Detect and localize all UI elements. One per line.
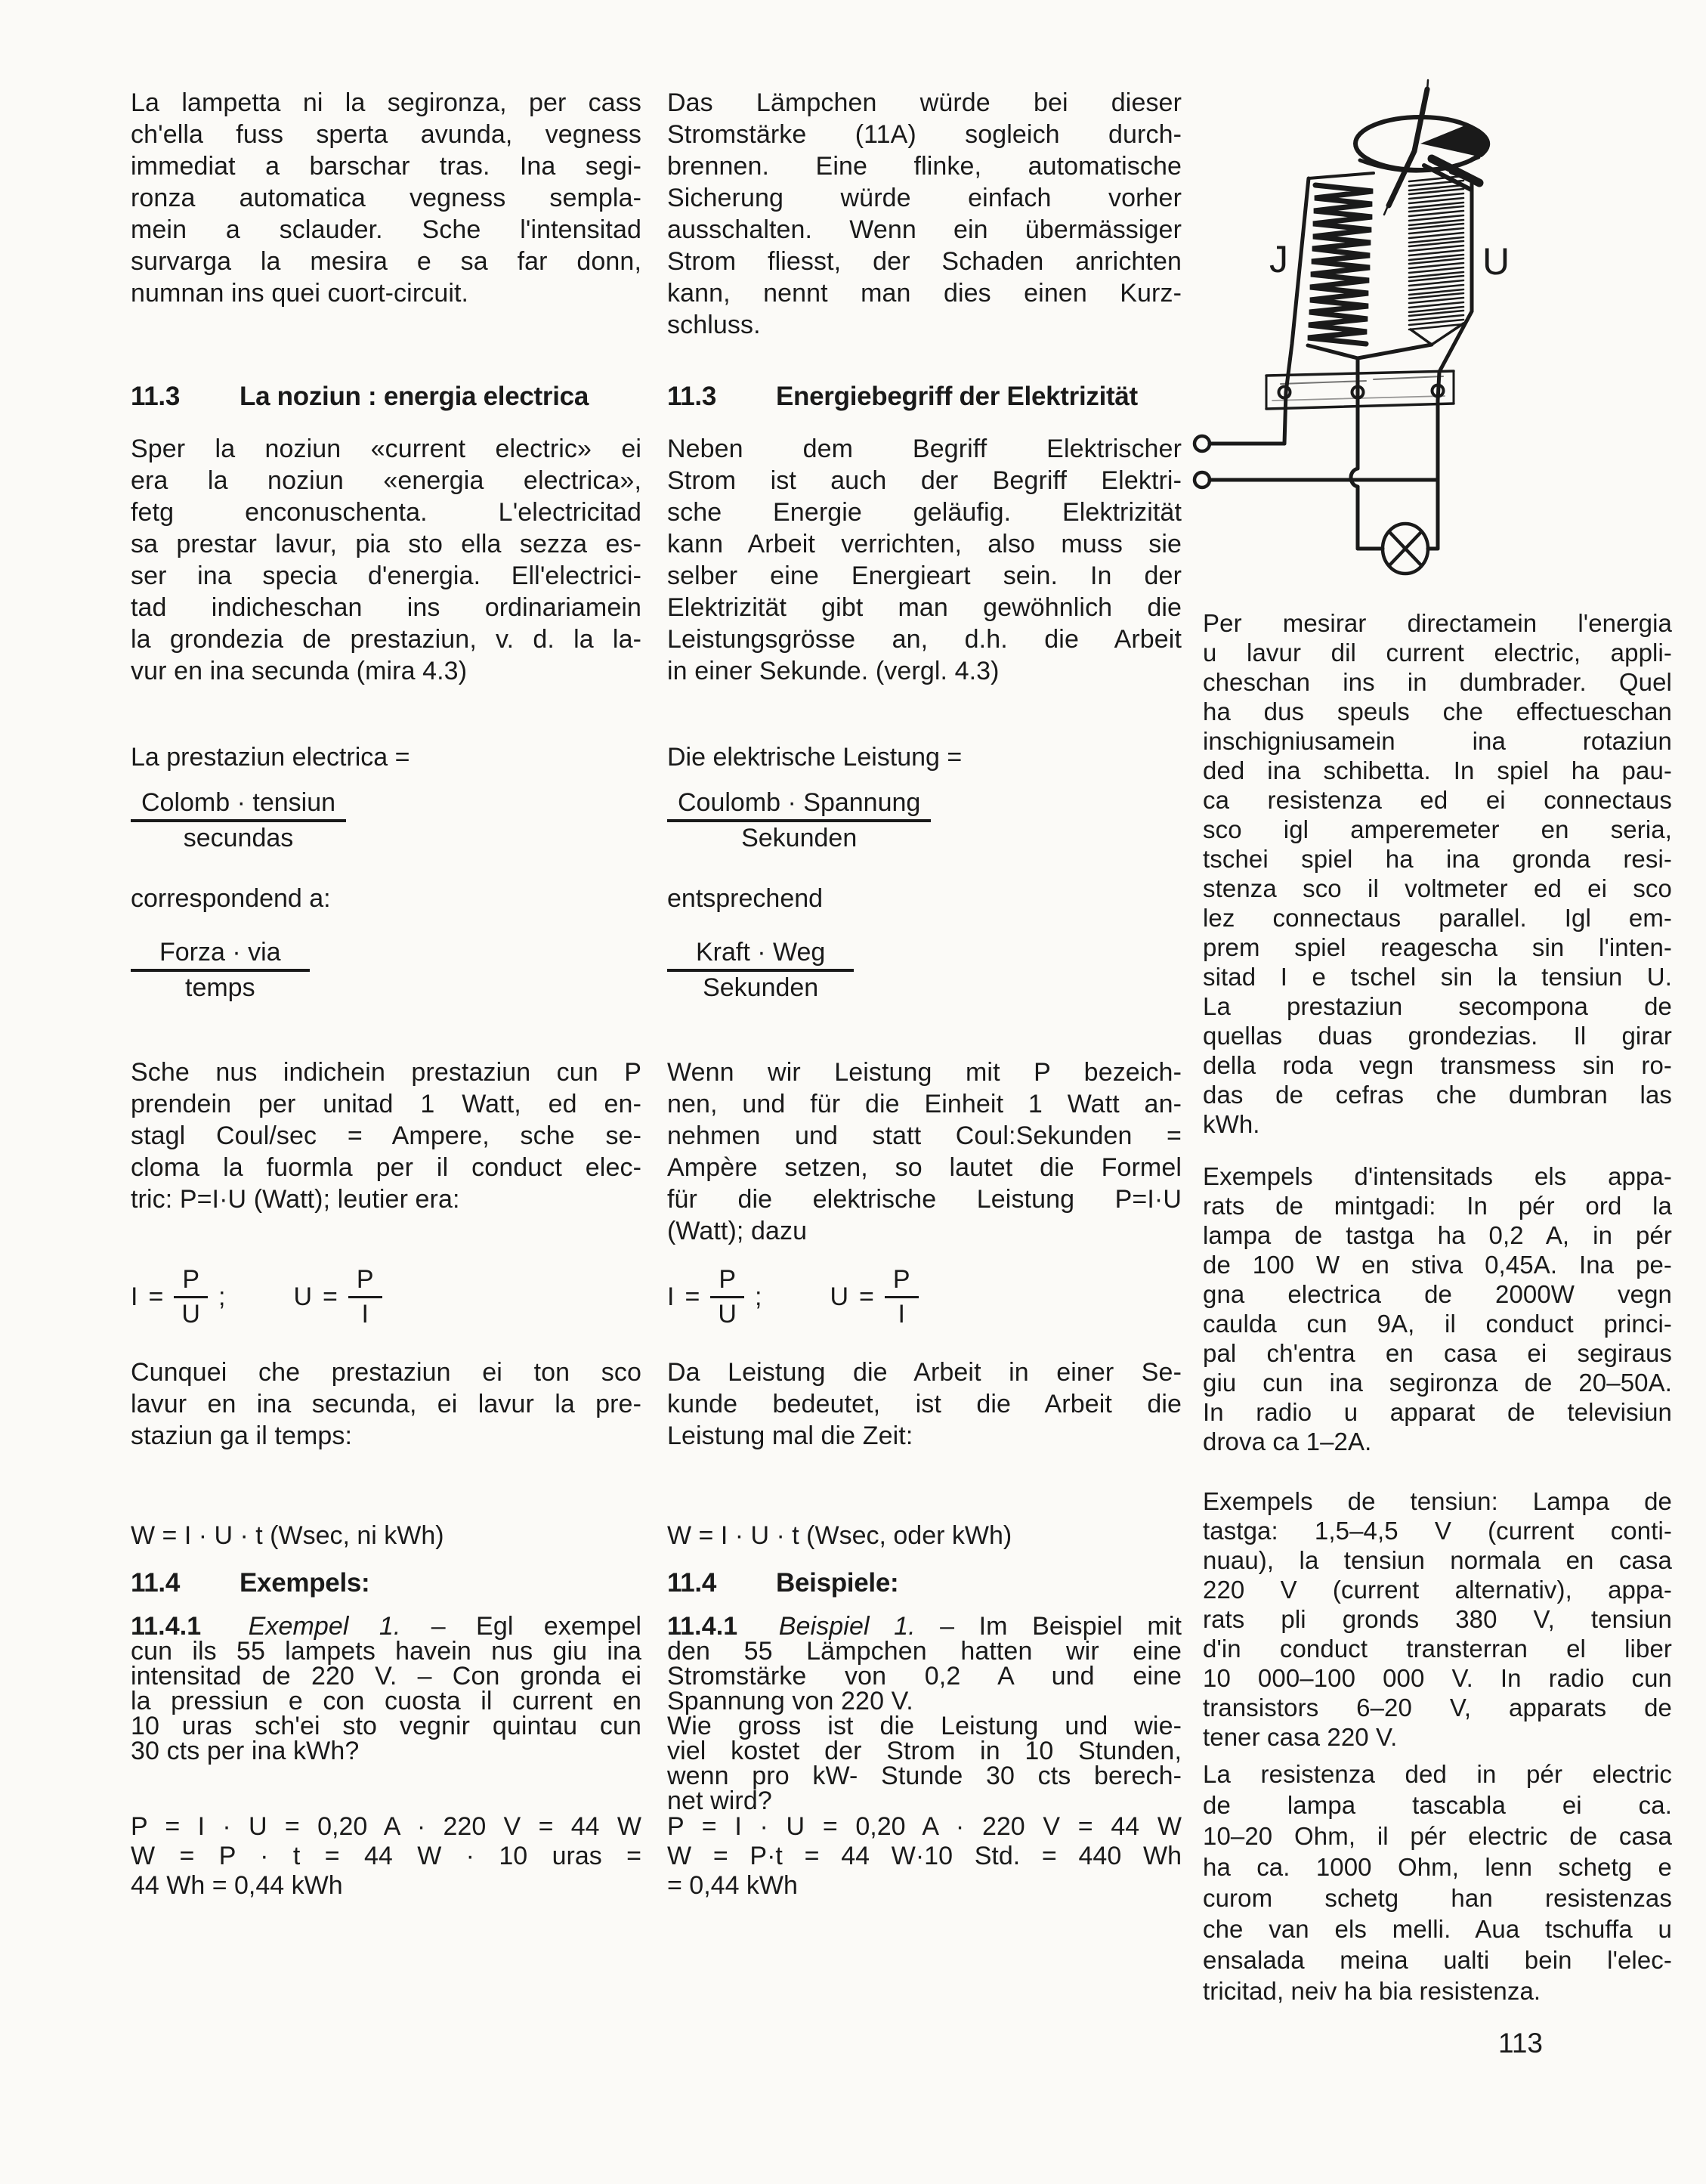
section-title: Beispiele: (776, 1568, 899, 1598)
text-line: wenn pro kW- Stunde 30 cts berech- (667, 1762, 1182, 1790)
middle-heading-11-3 (667, 382, 1182, 412)
text-line: sitad I e tschel sin la tensiun U. (1203, 963, 1672, 991)
middle-formula-lead: Die elektrische Leistung = (667, 743, 963, 772)
middle-connector: entsprechend (667, 884, 824, 913)
left-work-formula: W = I · U · t (Wsec, ni kWh) (131, 1521, 444, 1550)
fraction (667, 936, 854, 1004)
text-line: de 100 W en stiva 0,45A. Ina pe- (1203, 1251, 1672, 1279)
text-line: gna electrica de 2000W vegn (1203, 1280, 1672, 1308)
text-line: vur en ina secunda (mira 4.3) (131, 657, 468, 685)
fraction (667, 786, 931, 855)
text-line: ha ca. 1000 Ohm, lenn schetg e (1203, 1853, 1672, 1881)
middle-column-paragraph-2 (667, 433, 1182, 687)
text-line: Da Leistung die Arbeit in einer Se- (667, 1358, 1182, 1387)
section-number: 11.3 (667, 382, 716, 411)
text-line: kWh. (1203, 1110, 1260, 1138)
fraction-numerator: Kraft · Weg (667, 938, 854, 972)
text-line: Cunquei che prestaziun ei ton sco (131, 1358, 641, 1387)
middle-column-paragraph-3 (667, 1056, 1182, 1247)
middle-iu-formula (667, 1266, 1182, 1329)
middle-column-paragraph-4 (667, 1356, 1182, 1452)
text-line: tricitad, neiv ha bia resistenza. (1203, 1977, 1541, 2005)
left-formula-lead: La prestaziun electrica = (131, 743, 410, 772)
text-line: caulda cun 9A, il conduct princi- (1203, 1310, 1672, 1338)
text-line: in einer Sekunde. (vergl. 4.3) (667, 657, 1000, 685)
fraction (131, 936, 310, 1004)
semicolon: ; (755, 1282, 762, 1311)
fraction (131, 786, 346, 855)
text-line: 10–20 Ohm, il pér electric de casa (1203, 1822, 1672, 1850)
section-number: 11.3 (131, 382, 180, 411)
text-line: Exempels de tensiun: Lampa de (1203, 1487, 1672, 1515)
text-line: che van els melli. Aua tschuffa u (1203, 1915, 1672, 1943)
text-line: staziun ga il temps: (131, 1421, 353, 1450)
text-line: 44 Wh = 0,44 kWh (131, 1871, 343, 1900)
text-line: nen, und für die Einheit 1 Watt an- (667, 1090, 1182, 1118)
text-line: immediat a barschar tras. Ina segi- (131, 152, 641, 181)
energy-meter-diagram (1179, 45, 1706, 589)
text-line: = 0,44 kWh (667, 1871, 798, 1900)
text-line: pal ch'entra en casa ei segiraus (1203, 1339, 1672, 1367)
text-line: Sche nus indichein prestaziun cun P (131, 1058, 641, 1087)
text-line: La lampetta ni la segironza, per cass (131, 88, 641, 117)
voltage-coil (1358, 172, 1472, 401)
equals-sign: = (859, 1282, 874, 1311)
fraction-numerator: Forza · via (131, 938, 310, 972)
text-line: Strom fliesst, der Schaden anrichten (667, 247, 1182, 276)
text-line: schluss. (667, 311, 761, 339)
text-line: In radio u apparat de televisiun (1203, 1398, 1672, 1426)
formula-var: I (667, 1282, 675, 1311)
text-line: Wenn wir Leistung mit P bezeich- (667, 1058, 1182, 1087)
formula-var: I (131, 1282, 138, 1311)
text-line: Neben dem Begriff Elektrischer (667, 435, 1182, 463)
example-body (667, 1639, 1182, 1814)
small-fraction: $\frac{P}{I}$ (885, 1266, 919, 1329)
small-fraction: $\frac{P}{U}$ (174, 1266, 208, 1329)
text-line: 220 V (current alternativ), appa- (1203, 1576, 1672, 1604)
small-fraction: $\frac{P}{U}$ (710, 1266, 744, 1329)
text-line: era la noziun «energia electrica», (131, 466, 641, 495)
text-line: tric: P=I·U (Watt); leutier era: (131, 1185, 460, 1214)
text-line: Stromstärke (11A) sogleich durch- (667, 120, 1182, 149)
text-line: P = I · U = 0,20 A · 220 V = 44 W (131, 1812, 641, 1841)
text-line: kann Arbeit verrichten, also muss sie (667, 530, 1182, 558)
text-line: cun ils 55 lampets havein nus giu ina (131, 1637, 641, 1666)
example-first-line (667, 1614, 1182, 1639)
text-line: ensalada meina ualti bein l'elec- (1203, 1946, 1672, 1974)
text-line: drova ca 1–2A. (1203, 1428, 1372, 1455)
formula-var: U (293, 1282, 313, 1311)
left-example-paragraph (131, 1614, 641, 1764)
text-line: W = P·t = 44 W·10 Std. = 440 Wh (667, 1842, 1182, 1870)
text-line: tad indicheschan ins ordinariamein (131, 593, 641, 622)
section-number: 11.4 (667, 1568, 716, 1598)
text-line: 30 cts per ina kWh? (131, 1737, 360, 1765)
text-line: la grondezia de prestaziun, v. d. la la- (131, 625, 641, 654)
diagram-label-voltage: U (1482, 240, 1510, 283)
text-line: den 55 Lämpchen hatten wir eine (667, 1637, 1182, 1666)
input-terminal-icon (1195, 436, 1210, 451)
right-column-paragraph-4 (1203, 1759, 1672, 2006)
text-line: kann, nennt man dies einen Kurz- (667, 279, 1182, 308)
text-line: cloma la fuormla per il conduct elec- (131, 1153, 641, 1182)
text-line: la pressiun e con cuosta il current en (131, 1687, 641, 1715)
middle-fraction-1 (667, 786, 1182, 855)
left-heading-11-3 (131, 382, 641, 412)
text-line: sco igl amperemeter en seria, (1203, 815, 1672, 843)
middle-work-formula: W = I · U · t (Wsec, oder kWh) (667, 1521, 1012, 1550)
formula-var: U (830, 1282, 849, 1311)
fraction-numerator: Colomb · tensiun (131, 788, 346, 822)
fraction-numerator: Coulomb · Spannung (667, 788, 931, 822)
text-line: quellas duas grondezias. Il girar (1203, 1022, 1672, 1050)
left-column-paragraph-2 (131, 433, 641, 687)
circuit-wiring (1210, 358, 1438, 549)
text-line: prendein per unitad 1 Watt, ed en- (131, 1090, 641, 1118)
meter-circuit-diagram-svg (1179, 45, 1706, 589)
terminals (1195, 385, 1444, 488)
text-line: ded ina schibetta. In spiel ha pau- (1203, 756, 1672, 784)
text-line: Exempels d'intensitads els appa- (1203, 1162, 1672, 1190)
left-column-paragraph-1 (131, 87, 641, 309)
spindle-needle-icon (1384, 80, 1428, 215)
text-line: ronza automatica vegness sempla- (131, 184, 641, 212)
text-line: rats de mintgadi: In pér ord la (1203, 1192, 1672, 1220)
text-line: ch'ella fuss sperta avunda, vegness (131, 120, 641, 149)
text-line: della roda vegn transmess sin ro- (1203, 1051, 1672, 1079)
left-fraction-1 (131, 786, 641, 855)
example-number: 11.4.1 (131, 1612, 202, 1641)
right-column-paragraph-2 (1203, 1162, 1672, 1456)
text-line: lampa de tastga ha 0,2 A, in pér (1203, 1221, 1672, 1249)
left-iu-formula (131, 1266, 641, 1329)
text-line: brennen. Eine flinke, automatische (667, 152, 1182, 181)
example-title: Beispiel 1. (778, 1612, 916, 1641)
left-calculation (131, 1812, 641, 1901)
text-line: stenza sco il voltmeter ed ei sco (1203, 874, 1672, 902)
text-line: kunde bedeutet, ist die Arbeit die (667, 1390, 1182, 1418)
text-line: intensitad de 220 V. – Con gronda ei (131, 1662, 641, 1691)
text-line: fetg enconuschenta. L'electricitad (131, 498, 641, 527)
example-first-line (131, 1614, 641, 1639)
text-line: Wie gross ist die Leistung und wie- (667, 1712, 1182, 1740)
example-number: 11.4.1 (667, 1612, 738, 1641)
text-line: de lampa tascabla ei ca. (1203, 1791, 1672, 1819)
text-line: inschigniusamein ina rotaziun (1203, 727, 1672, 755)
small-fraction: $\frac{P}{I}$ (348, 1266, 382, 1329)
text-line: ha dus speuls che effectueschan (1203, 698, 1672, 725)
text-line: Das Lämpchen würde bei dieser (667, 88, 1182, 117)
text-line: Strom ist auch der Begriff Elektri- (667, 466, 1182, 495)
equals-sign: = (685, 1282, 700, 1311)
middle-example-paragraph (667, 1614, 1182, 1814)
text-line: nuau), la tensiun normala en casa (1203, 1546, 1672, 1574)
section-title: La noziun : energia electrica (240, 382, 589, 411)
text-line: selber eine Energieart sein. In der (667, 561, 1182, 590)
text-line: Stromstärke von 0,2 A und eine (667, 1662, 1182, 1691)
text-line: tschei spiel ha ina gronda resi- (1203, 845, 1672, 873)
text-line: numnan ins quei cuort-circuit. (131, 279, 469, 308)
text-line: u lavur dil current electric, appli- (1203, 639, 1672, 667)
text-line: tener casa 220 V. (1203, 1723, 1398, 1751)
text-line: lavur en ina secunda, ei lavur la pre- (131, 1390, 641, 1418)
left-column-paragraph-3 (131, 1056, 641, 1215)
example-title: Exempel 1. (248, 1612, 401, 1641)
section-title: Exempels: (240, 1568, 370, 1598)
middle-calculation (667, 1812, 1182, 1901)
text-line: d'in conduct transterran el liber (1203, 1635, 1672, 1663)
text-line: ser ina specia d'energia. Ell'electrici- (131, 561, 641, 590)
right-column-paragraph-3 (1203, 1486, 1672, 1752)
text-line: Sper la noziun «current electric» ei (131, 435, 641, 463)
text-line: 10 000–100 000 V. In radio cun (1203, 1664, 1672, 1692)
text-line: curom schetg han resistenzas (1203, 1884, 1672, 1912)
mounting-board (1266, 371, 1454, 409)
text-line: (Watt); dazu (667, 1217, 808, 1245)
text-line: rats pli gronds 380 V, tensiun (1203, 1605, 1672, 1633)
right-column-paragraph-1 (1203, 608, 1672, 1139)
text-line: sche Energie geläufig. Elektrizität (667, 498, 1182, 527)
text-line: das de cefras che dumbran las (1203, 1081, 1672, 1109)
diagram-label-current: J (1269, 238, 1288, 280)
text-line: Leistung mal die Zeit: (667, 1421, 913, 1450)
text-line: Spannung von 220 V. (667, 1687, 913, 1715)
equals-sign: = (323, 1282, 338, 1311)
text-line: survarga la mesira e sa far donn, (131, 247, 641, 276)
text-line: Elektrizität gibt man gewöhnlich die (667, 593, 1182, 622)
text-line: Per mesirar directamein l'energia (1203, 609, 1672, 637)
text-line: stagl Coul/sec = Ampere, sche se- (131, 1121, 641, 1150)
text-line: W = P · t = 44 W · 10 uras = (131, 1842, 641, 1870)
text-line: Leistungsgrösse an, d.h. die Arbeit (667, 625, 1182, 654)
text-line: cheschan ins in dumbrader. Quel (1203, 668, 1672, 696)
example-lead-text: – Im Beispiel mit (940, 1612, 1182, 1641)
text-line: La prestaziun secompona de (1203, 992, 1672, 1020)
fraction-denominator: Sekunden (741, 824, 858, 852)
text-line: La resistenza ded in pér electric (1203, 1760, 1672, 1788)
current-coil (1284, 173, 1374, 444)
rotating-disc (1355, 117, 1490, 190)
left-fraction-2 (131, 936, 641, 1004)
text-line: net wird? (667, 1786, 772, 1815)
text-line: P = I · U = 0,20 A · 220 V = 44 W (667, 1812, 1182, 1841)
left-heading-11-4 (131, 1568, 641, 1598)
fraction-denominator: secundas (183, 824, 294, 852)
text-line: tastga: 1,5–4,5 V (current conti- (1203, 1517, 1672, 1545)
section-title: Energiebegriff der Elektrizität (776, 382, 1138, 411)
equals-sign: = (148, 1282, 164, 1311)
lamp-icon (1383, 524, 1428, 574)
section-number: 11.4 (131, 1568, 180, 1598)
text-line: Ampère setzen, so lautet die Formel (667, 1153, 1182, 1182)
text-line: Sicherung würde einfach vorher (667, 184, 1182, 212)
text-line: 10 uras sch'ei sto vegnir quintau cun (131, 1712, 641, 1740)
text-line: ausschalten. Wenn ein übermässiger (667, 215, 1182, 244)
text-line: giu cun ina segironza de 20–50A. (1203, 1369, 1672, 1397)
middle-heading-11-4 (667, 1568, 1182, 1598)
semicolon: ; (218, 1282, 226, 1311)
example-body (131, 1639, 641, 1764)
middle-column-paragraph-1 (667, 87, 1182, 341)
example-lead-text: – Egl exempel (431, 1612, 642, 1641)
left-connector: correspondend a: (131, 884, 331, 913)
fraction-denominator: Sekunden (703, 973, 819, 1002)
text-line: ca resistenza ed ei connectaus (1203, 786, 1672, 814)
text-line: lez connectaus parallel. Igl em- (1203, 904, 1672, 932)
text-line: transistors 6–20 V, apparats de (1203, 1694, 1672, 1722)
input-terminal-icon (1195, 472, 1210, 487)
middle-fraction-2 (667, 936, 1182, 1004)
page-number: 113 (1498, 2028, 1543, 2059)
fraction-denominator: temps (185, 973, 255, 1002)
left-column-paragraph-4 (131, 1356, 641, 1452)
text-line: prem spiel reagescha sin l'inten- (1203, 933, 1672, 961)
text-line: sa prestar lavur, pia sto ella sezza es- (131, 530, 641, 558)
text-line: mein a sclauder. Sche l'intensitad (131, 215, 641, 244)
text-line: nehmen und statt Coul:Sekunden = (667, 1121, 1182, 1150)
text-line: viel kostet der Strom in 10 Stunden, (667, 1737, 1182, 1765)
text-line: für die elektrische Leistung P=I·U (667, 1185, 1182, 1214)
